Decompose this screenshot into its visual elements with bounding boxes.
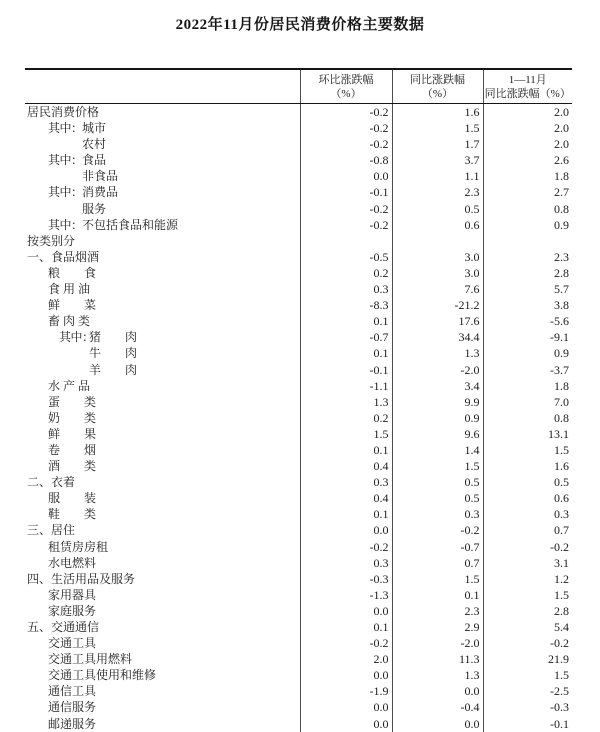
table-row	[25, 683, 572, 699]
yoy-value-cell: 0.9	[392, 410, 483, 426]
ytd-value-cell: 13.1	[483, 426, 572, 442]
row-label	[25, 571, 300, 587]
row-label-text: 鲜 果	[48, 426, 97, 441]
mom-value-cell: 0.1	[300, 442, 392, 458]
mom-value-cell: 0.0	[300, 603, 392, 619]
row-label	[25, 394, 300, 410]
yoy-value-cell: 1.5	[392, 120, 483, 136]
mom-value-cell: -0.2	[300, 104, 392, 121]
table-row	[25, 619, 572, 635]
ytd-value-cell: 1.6	[483, 458, 572, 474]
table-row	[25, 474, 572, 490]
table-row	[25, 313, 572, 329]
table-row	[25, 458, 572, 474]
row-label	[25, 201, 300, 217]
ytd-value-cell: 1.5	[483, 587, 572, 603]
col-header-ytd-line1: 1—11月	[508, 73, 547, 86]
row-label	[25, 683, 300, 699]
row-label	[25, 555, 300, 571]
mom-value-cell: -0.3	[300, 571, 392, 587]
ytd-value-cell: 5.7	[483, 281, 572, 297]
row-label-text: 鲜 菜	[48, 298, 97, 313]
col-header-yoy	[392, 69, 483, 104]
row-label-text: 四、生活用品及服务	[27, 571, 136, 586]
table-row	[25, 442, 572, 458]
mom-value-cell: -0.2	[300, 201, 392, 217]
row-label	[25, 265, 300, 281]
mom-value-cell: -1.9	[300, 683, 392, 699]
table-row	[25, 394, 572, 410]
col-header-mom	[300, 69, 392, 104]
mom-value-cell: -0.8	[300, 152, 392, 168]
row-label-text: 羊 肉	[89, 362, 138, 377]
ytd-value-cell: 2.3	[483, 249, 572, 265]
yoy-value-cell: 0.1	[392, 587, 483, 603]
row-label	[25, 152, 300, 168]
ytd-value-cell: 0.5	[483, 474, 572, 490]
ytd-value-cell	[483, 233, 572, 249]
mom-value-cell: 0.1	[300, 345, 392, 361]
row-label	[25, 104, 300, 121]
row-label	[25, 329, 300, 345]
row-prefix: 其中：	[48, 121, 83, 136]
row-label-text: 牛 肉	[89, 346, 138, 361]
row-label	[25, 184, 300, 200]
mom-value-cell: -0.2	[300, 635, 392, 651]
col-header-yoy-line2: （%）	[421, 87, 454, 100]
row-label-text: 鞋 类	[48, 507, 97, 522]
row-label	[25, 522, 300, 538]
ytd-value-cell: 1.8	[483, 378, 572, 394]
ytd-value-cell: 2.0	[483, 104, 572, 121]
ytd-value-cell: 0.3	[483, 506, 572, 522]
table-row	[25, 522, 572, 538]
row-label	[25, 410, 300, 426]
col-header-ytd	[483, 69, 572, 104]
row-label	[25, 716, 300, 732]
table-row	[25, 249, 572, 265]
col-header-mom-line1: 环比涨跌幅	[318, 73, 374, 86]
table-row	[25, 201, 572, 217]
yoy-value-cell: 0.5	[392, 474, 483, 490]
yoy-value-cell: 0.0	[392, 716, 483, 732]
row-label	[25, 249, 300, 265]
row-label	[25, 442, 300, 458]
table-row	[25, 281, 572, 297]
yoy-value-cell: 1.6	[392, 104, 483, 121]
row-label-text: 水电燃料	[48, 555, 97, 570]
row-label-text: 卷 烟	[48, 442, 97, 457]
mom-value-cell: 0.2	[300, 410, 392, 426]
yoy-value-cell: 3.4	[392, 378, 483, 394]
row-label	[25, 313, 300, 329]
row-label	[25, 635, 300, 651]
mom-value-cell: 0.3	[300, 474, 392, 490]
table-row	[25, 603, 572, 619]
yoy-value-cell: 1.1	[392, 168, 483, 184]
yoy-value-cell: 1.5	[392, 458, 483, 474]
yoy-value-cell: 11.3	[392, 651, 483, 667]
row-label-text: 家用器具	[48, 587, 97, 602]
yoy-value-cell: 2.3	[392, 184, 483, 200]
row-label-text: 农村	[82, 137, 107, 152]
table-row	[25, 587, 572, 603]
yoy-value-cell: -0.7	[392, 539, 483, 555]
ytd-value-cell: 0.6	[483, 490, 572, 506]
ytd-value-cell: -0.2	[483, 635, 572, 651]
mom-value-cell: 0.0	[300, 667, 392, 683]
ytd-value-cell: -0.2	[483, 539, 572, 555]
row-label-text: 邮递服务	[48, 716, 97, 731]
row-label	[25, 539, 300, 555]
ytd-value-cell: 1.5	[483, 442, 572, 458]
yoy-value-cell	[392, 233, 483, 249]
table-row	[25, 184, 572, 200]
row-prefix: 其中：	[48, 185, 83, 200]
mom-value-cell: -0.2	[300, 136, 392, 152]
table-row	[25, 136, 572, 152]
row-prefix: 其中：	[48, 217, 83, 232]
row-label-text: 交通工具用燃料	[48, 652, 133, 667]
row-label	[25, 506, 300, 522]
row-label-text: 不包括食品和能源	[82, 217, 179, 232]
ytd-value-cell: -0.3	[483, 699, 572, 715]
table-row	[25, 233, 572, 249]
table-row	[25, 152, 572, 168]
yoy-value-cell: 0.3	[392, 506, 483, 522]
row-label-text: 服 装	[48, 491, 97, 506]
yoy-value-cell: 1.5	[392, 571, 483, 587]
ytd-value-cell: -2.5	[483, 683, 572, 699]
row-label	[25, 474, 300, 490]
row-label	[25, 667, 300, 683]
row-label-text: 通信服务	[48, 700, 97, 715]
mom-value-cell: 0.0	[300, 699, 392, 715]
table-row	[25, 667, 572, 683]
yoy-value-cell: 3.0	[392, 265, 483, 281]
cpi-table	[25, 68, 572, 732]
ytd-value-cell: 1.8	[483, 168, 572, 184]
mom-value-cell: -1.3	[300, 587, 392, 603]
row-label	[25, 233, 300, 249]
mom-value-cell: 0.2	[300, 265, 392, 281]
yoy-value-cell: 0.0	[392, 683, 483, 699]
mom-value-cell: 0.3	[300, 555, 392, 571]
row-label	[25, 168, 300, 184]
table-row	[25, 329, 572, 345]
ytd-value-cell: -5.6	[483, 313, 572, 329]
yoy-value-cell: 1.4	[392, 442, 483, 458]
table-row	[25, 555, 572, 571]
yoy-value-cell: 7.6	[392, 281, 483, 297]
row-label	[25, 426, 300, 442]
ytd-value-cell: 2.0	[483, 136, 572, 152]
ytd-value-cell: 7.0	[483, 394, 572, 410]
yoy-value-cell: 1.3	[392, 345, 483, 361]
table-row	[25, 716, 572, 732]
row-label	[25, 120, 300, 136]
row-label-text: 城市	[82, 121, 107, 136]
row-label	[25, 587, 300, 603]
mom-value-cell: 0.4	[300, 458, 392, 474]
ytd-value-cell: 2.8	[483, 265, 572, 281]
row-label-text: 食 用 油	[48, 282, 91, 297]
ytd-value-cell: 21.9	[483, 651, 572, 667]
row-label	[25, 297, 300, 313]
yoy-value-cell: 0.6	[392, 217, 483, 233]
row-label	[25, 619, 300, 635]
row-label-text: 租赁房房租	[48, 539, 109, 554]
ytd-value-cell: 1.2	[483, 571, 572, 587]
ytd-value-cell: -9.1	[483, 329, 572, 345]
mom-value-cell: -0.7	[300, 329, 392, 345]
mom-value-cell: 0.4	[300, 490, 392, 506]
mom-value-cell: -0.1	[300, 184, 392, 200]
row-label-text: 食品	[82, 153, 107, 168]
yoy-value-cell: 0.5	[392, 490, 483, 506]
yoy-value-cell: 9.6	[392, 426, 483, 442]
row-prefix: 其中：	[48, 153, 83, 168]
table-row	[25, 651, 572, 667]
mom-value-cell: 0.1	[300, 506, 392, 522]
yoy-value-cell: 17.6	[392, 313, 483, 329]
ytd-value-cell: 0.9	[483, 217, 572, 233]
row-label	[25, 136, 300, 152]
row-label	[25, 362, 300, 378]
mom-value-cell: -8.3	[300, 297, 392, 313]
table-row	[25, 362, 572, 378]
row-label-text: 奶 类	[48, 410, 97, 425]
ytd-value-cell: 2.8	[483, 603, 572, 619]
row-label-text: 家庭服务	[48, 603, 97, 618]
row-label-text: 粮 食	[48, 265, 97, 280]
mom-value-cell: 0.0	[300, 522, 392, 538]
yoy-value-cell: 1.3	[392, 667, 483, 683]
yoy-value-cell: 2.3	[392, 603, 483, 619]
row-label-text: 居民消费价格	[27, 105, 100, 119]
mom-value-cell	[300, 233, 392, 249]
table-row	[25, 539, 572, 555]
mom-value-cell: 1.5	[300, 426, 392, 442]
col-header-ytd-line2: 同比涨跌幅（%）	[484, 87, 571, 100]
mom-value-cell: -0.2	[300, 217, 392, 233]
row-label-text: 二、衣着	[27, 475, 76, 490]
mom-value-cell: 0.3	[300, 281, 392, 297]
mom-value-cell: -1.1	[300, 378, 392, 394]
yoy-value-cell: -0.4	[392, 699, 483, 715]
yoy-value-cell: 3.7	[392, 152, 483, 168]
ytd-value-cell: 2.7	[483, 184, 572, 200]
row-label	[25, 490, 300, 506]
table-row	[25, 378, 572, 394]
yoy-value-cell: -2.0	[392, 362, 483, 378]
col-header-yoy-line1: 同比涨跌幅	[410, 73, 465, 86]
ytd-value-cell: -3.7	[483, 362, 572, 378]
yoy-value-cell: 0.5	[392, 201, 483, 217]
mom-value-cell: 0.0	[300, 716, 392, 732]
row-label-text: 酒 类	[48, 459, 97, 474]
mom-value-cell: -0.1	[300, 362, 392, 378]
row-label	[25, 651, 300, 667]
row-label-text: 畜 肉 类	[48, 314, 91, 329]
yoy-value-cell: 3.0	[392, 249, 483, 265]
row-label-text: 消费品	[82, 185, 119, 200]
ytd-value-cell: 2.6	[483, 152, 572, 168]
table-row	[25, 345, 572, 361]
table-row	[25, 217, 572, 233]
yoy-value-cell: 9.9	[392, 394, 483, 410]
mom-value-cell: -0.2	[300, 120, 392, 136]
row-label	[25, 458, 300, 474]
row-label-text: 通信工具	[48, 684, 97, 699]
table-row	[25, 699, 572, 715]
col-header-mom-line2: （%）	[330, 87, 362, 100]
ytd-value-cell: 0.9	[483, 345, 572, 361]
mom-value-cell: 0.1	[300, 313, 392, 329]
mom-value-cell: -0.5	[300, 249, 392, 265]
row-prefix: 其中：	[59, 330, 94, 345]
row-label-text: 交通工具	[48, 636, 97, 651]
yoy-value-cell: -21.2	[392, 297, 483, 313]
ytd-value-cell: 2.0	[483, 120, 572, 136]
table-body	[25, 104, 572, 732]
ytd-value-cell: 1.5	[483, 667, 572, 683]
yoy-value-cell: 1.7	[392, 136, 483, 152]
ytd-value-cell: 3.8	[483, 297, 572, 313]
yoy-value-cell: -2.0	[392, 635, 483, 651]
mom-value-cell: 0.0	[300, 168, 392, 184]
table-row	[25, 490, 572, 506]
yoy-value-cell: 34.4	[392, 329, 483, 345]
yoy-value-cell: 0.7	[392, 555, 483, 571]
table-header	[25, 69, 572, 104]
row-label	[25, 217, 300, 233]
row-label-text: 一、食品烟酒	[27, 249, 100, 264]
table-row	[25, 635, 572, 651]
table-row	[25, 506, 572, 522]
ytd-value-cell: 0.7	[483, 522, 572, 538]
row-label-text: 水 产 品	[48, 378, 91, 393]
row-label-text: 非食品	[82, 169, 119, 184]
page-title: 2022年11月份居民消费价格主要数据	[175, 17, 425, 33]
col-header-category	[25, 69, 300, 104]
ytd-value-cell: 0.8	[483, 410, 572, 426]
table-row	[25, 104, 572, 121]
ytd-value-cell: 5.4	[483, 619, 572, 635]
row-label-text: 蛋 类	[48, 394, 97, 409]
row-label-text: 五、交通通信	[27, 620, 100, 634]
row-label-text: 交通工具使用和维修	[48, 668, 157, 683]
yoy-value-cell: 2.9	[392, 619, 483, 635]
table-row	[25, 410, 572, 426]
table-row	[25, 265, 572, 281]
ytd-value-cell: -0.1	[483, 716, 572, 732]
row-label	[25, 345, 300, 361]
table-row	[25, 426, 572, 442]
row-label-text: 三、居住	[27, 523, 76, 538]
table-row	[25, 120, 572, 136]
row-label-text: 服务	[82, 201, 107, 216]
table-row	[25, 571, 572, 587]
yoy-value-cell: -0.2	[392, 522, 483, 538]
row-label-text: 按类别分	[27, 233, 76, 248]
mom-value-cell: 0.1	[300, 619, 392, 635]
table-row	[25, 168, 572, 184]
ytd-value-cell: 3.1	[483, 555, 572, 571]
row-label	[25, 699, 300, 715]
table-row	[25, 297, 572, 313]
row-label	[25, 378, 300, 394]
ytd-value-cell: 0.8	[483, 201, 572, 217]
row-label	[25, 281, 300, 297]
row-label	[25, 603, 300, 619]
header-row	[25, 69, 572, 104]
mom-value-cell: 1.3	[300, 394, 392, 410]
mom-value-cell: 2.0	[300, 651, 392, 667]
mom-value-cell: -0.2	[300, 539, 392, 555]
row-label-text: 猪 肉	[89, 330, 138, 345]
